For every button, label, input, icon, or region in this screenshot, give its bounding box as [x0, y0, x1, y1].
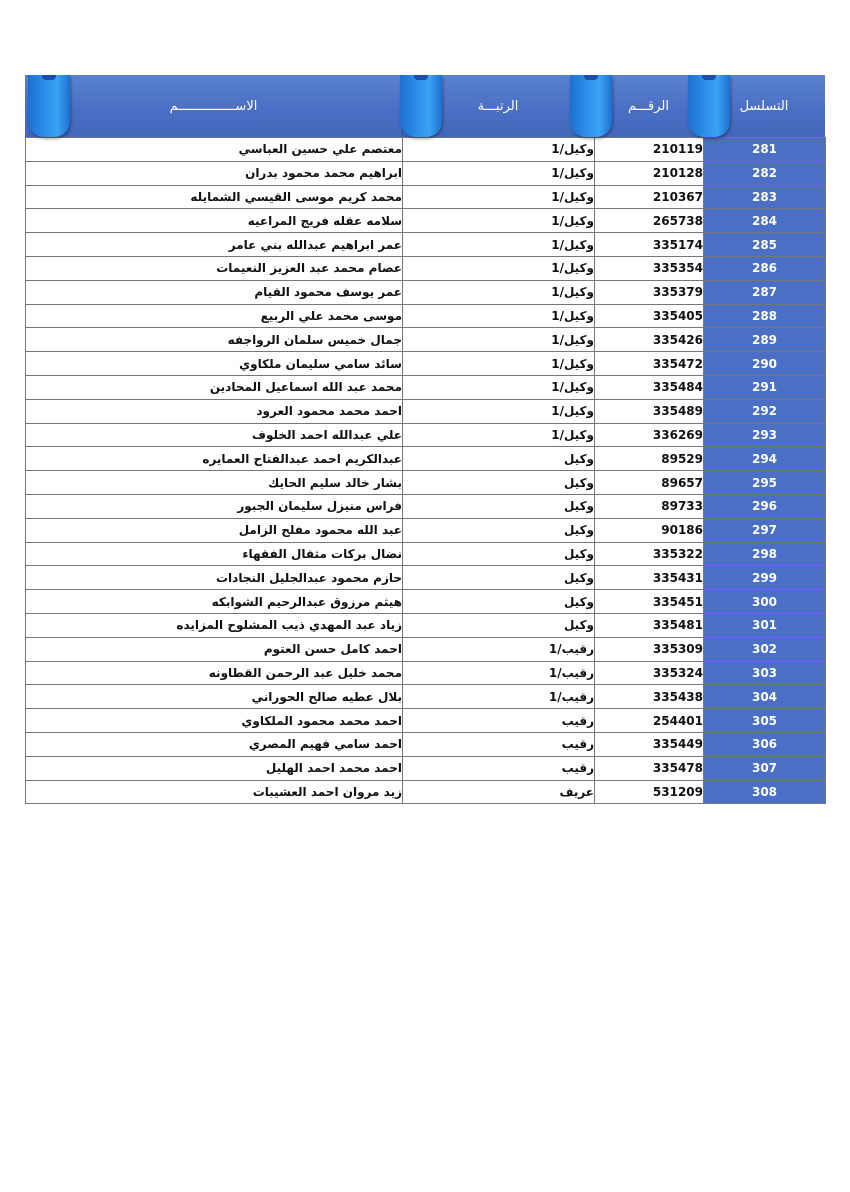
table-row [26, 613, 826, 637]
cell-number: 335451 [595, 590, 704, 614]
table-row [26, 256, 826, 280]
table-row [26, 233, 826, 257]
cell-name: بلال عطيه صالح الحوراني [26, 685, 403, 709]
cell-name: احمد محمد احمد الهليل [26, 756, 403, 780]
cell-rank: وكيل/1 [403, 233, 595, 257]
cell-name: نضال بركات مثقال الفقهاء [26, 542, 403, 566]
cell-number: 335174 [595, 233, 704, 257]
table-row [26, 780, 826, 804]
table-row [26, 685, 826, 709]
cell-name: محمد كريم موسى القيسي الشمايله [26, 185, 403, 209]
cell-number: 254401 [595, 709, 704, 733]
cell-serial: 305 [704, 709, 826, 733]
table-row [26, 471, 826, 495]
table-row [26, 375, 826, 399]
cell-rank: وكيل/1 [403, 423, 595, 447]
table-row [26, 209, 826, 233]
cell-serial: 299 [704, 566, 826, 590]
cell-number: 335481 [595, 613, 704, 637]
cell-name: معتصم علي حسين العباسي [26, 138, 403, 162]
cell-serial: 287 [704, 280, 826, 304]
cell-rank: رقيب [403, 709, 595, 733]
table-row [26, 709, 826, 733]
table-row [26, 756, 826, 780]
cell-name: حازم محمود عبدالجليل النجادات [26, 566, 403, 590]
header-serial: التسلسل [739, 98, 789, 114]
header-name: الاســـــــــــــــم [169, 98, 258, 114]
cell-number: 335322 [595, 542, 704, 566]
cell-name: عصام محمد عبد العزيز النعيمات [26, 256, 403, 280]
cell-name: ابراهيم محمد محمود بدران [26, 161, 403, 185]
cell-number: 335405 [595, 304, 704, 328]
cell-name: احمد محمد محمود العرود [26, 399, 403, 423]
cell-number: 335379 [595, 280, 704, 304]
cell-name: محمد خليل عبد الرحمن القطاونه [26, 661, 403, 685]
cell-number: 210367 [595, 185, 704, 209]
cell-number: 335354 [595, 256, 704, 280]
table-row [26, 399, 826, 423]
cell-name: احمد كامل حسن العتوم [26, 637, 403, 661]
table-row [26, 185, 826, 209]
table-row [26, 637, 826, 661]
cell-rank: وكيل/1 [403, 256, 595, 280]
roster-table-body [26, 138, 826, 804]
cell-rank: وكيل/1 [403, 399, 595, 423]
cell-rank: وكيل [403, 518, 595, 542]
cell-number: 210128 [595, 161, 704, 185]
cell-rank: رقيب/1 [403, 685, 595, 709]
cell-name: عمر يوسف محمود القيام [26, 280, 403, 304]
cell-name: هيثم مرزوق عبدالرحيم الشوابكه [26, 590, 403, 614]
cell-name: بشار خالد سليم الحايك [26, 471, 403, 495]
table-row [26, 423, 826, 447]
cell-rank: وكيل/1 [403, 161, 595, 185]
cell-serial: 301 [704, 613, 826, 637]
cell-name: احمد سامي فهيم المصري [26, 732, 403, 756]
cell-name: احمد محمد محمود الملكاوي [26, 709, 403, 733]
cell-serial: 290 [704, 352, 826, 376]
cell-rank: رقيب/1 [403, 661, 595, 685]
cell-serial: 281 [704, 138, 826, 162]
cell-number: 89529 [595, 447, 704, 471]
cell-rank: وكيل [403, 494, 595, 518]
cell-serial: 288 [704, 304, 826, 328]
cell-serial: 304 [704, 685, 826, 709]
cell-rank: عريف [403, 780, 595, 804]
table-row [26, 494, 826, 518]
cell-name: زيد مروان احمد العشيبات [26, 780, 403, 804]
cell-serial: 284 [704, 209, 826, 233]
cell-name: فراس منيزل سليمان الجبور [26, 494, 403, 518]
cell-serial: 291 [704, 375, 826, 399]
cell-name: زياد عبد المهدي ذيب المشلوح المزايده [26, 613, 403, 637]
table-row [26, 447, 826, 471]
cell-rank: وكيل [403, 613, 595, 637]
cell-serial: 308 [704, 780, 826, 804]
cell-rank: وكيل [403, 471, 595, 495]
cell-number: 335472 [595, 352, 704, 376]
cell-number: 335324 [595, 661, 704, 685]
header-tab-decoration [28, 75, 70, 137]
cell-rank: وكيل/1 [403, 304, 595, 328]
cell-name: جمال خميس سلمان الرواجفه [26, 328, 403, 352]
cell-rank: وكيل/1 [403, 352, 595, 376]
cell-name: عبد الله محمود مفلح الزامل [26, 518, 403, 542]
table-row [26, 732, 826, 756]
table-row [26, 590, 826, 614]
cell-number: 335426 [595, 328, 704, 352]
cell-serial: 289 [704, 328, 826, 352]
cell-serial: 303 [704, 661, 826, 685]
table-row [26, 661, 826, 685]
cell-number: 335478 [595, 756, 704, 780]
header-tab-decoration [688, 75, 730, 137]
cell-serial: 296 [704, 494, 826, 518]
cell-name: عبدالكريم احمد عبدالفتاح العمايره [26, 447, 403, 471]
cell-number: 335438 [595, 685, 704, 709]
table-row [26, 352, 826, 376]
header-tab-decoration [570, 75, 612, 137]
cell-rank: وكيل [403, 447, 595, 471]
table-row [26, 304, 826, 328]
table-row [26, 280, 826, 304]
cell-rank: وكيل [403, 590, 595, 614]
table-header [25, 75, 825, 137]
cell-number: 335484 [595, 375, 704, 399]
roster-sheet [25, 75, 825, 804]
cell-rank: وكيل/1 [403, 280, 595, 304]
header-rank: الرتبـــة [477, 98, 519, 114]
cell-serial: 297 [704, 518, 826, 542]
cell-rank: رقيب [403, 756, 595, 780]
table-row [26, 328, 826, 352]
cell-serial: 285 [704, 233, 826, 257]
cell-name: محمد عبد الله اسماعيل المحادين [26, 375, 403, 399]
cell-name: علي عبدالله احمد الخلوف [26, 423, 403, 447]
table-row [26, 161, 826, 185]
cell-name: سلامه عقله فريج المراعيه [26, 209, 403, 233]
cell-serial: 294 [704, 447, 826, 471]
cell-number: 335489 [595, 399, 704, 423]
cell-number: 210119 [595, 138, 704, 162]
cell-rank: وكيل/1 [403, 375, 595, 399]
cell-rank: وكيل/1 [403, 138, 595, 162]
header-number: الرقـــم [627, 98, 670, 114]
cell-serial: 307 [704, 756, 826, 780]
cell-rank: وكيل [403, 566, 595, 590]
cell-number: 90186 [595, 518, 704, 542]
cell-number: 89733 [595, 494, 704, 518]
cell-name: سائد سامي سليمان ملكاوي [26, 352, 403, 376]
cell-serial: 295 [704, 471, 826, 495]
cell-serial: 292 [704, 399, 826, 423]
header-tab-decoration [400, 75, 442, 137]
table-row [26, 542, 826, 566]
table-row [26, 566, 826, 590]
roster-table [25, 137, 826, 804]
cell-number: 265738 [595, 209, 704, 233]
cell-number: 89657 [595, 471, 704, 495]
cell-serial: 286 [704, 256, 826, 280]
cell-serial: 302 [704, 637, 826, 661]
cell-number: 531209 [595, 780, 704, 804]
cell-rank: وكيل/1 [403, 328, 595, 352]
table-row [26, 138, 826, 162]
cell-rank: وكيل/1 [403, 209, 595, 233]
cell-serial: 298 [704, 542, 826, 566]
cell-name: موسى محمد علي الربيع [26, 304, 403, 328]
cell-rank: رقيب/1 [403, 637, 595, 661]
cell-serial: 282 [704, 161, 826, 185]
cell-serial: 306 [704, 732, 826, 756]
cell-name: عمر ابراهيم عبدالله بني عامر [26, 233, 403, 257]
cell-number: 335309 [595, 637, 704, 661]
cell-number: 336269 [595, 423, 704, 447]
cell-number: 335431 [595, 566, 704, 590]
cell-rank: وكيل [403, 542, 595, 566]
table-row [26, 518, 826, 542]
cell-rank: وكيل/1 [403, 185, 595, 209]
cell-number: 335449 [595, 732, 704, 756]
cell-serial: 300 [704, 590, 826, 614]
cell-rank: رقيب [403, 732, 595, 756]
cell-serial: 283 [704, 185, 826, 209]
cell-serial: 293 [704, 423, 826, 447]
